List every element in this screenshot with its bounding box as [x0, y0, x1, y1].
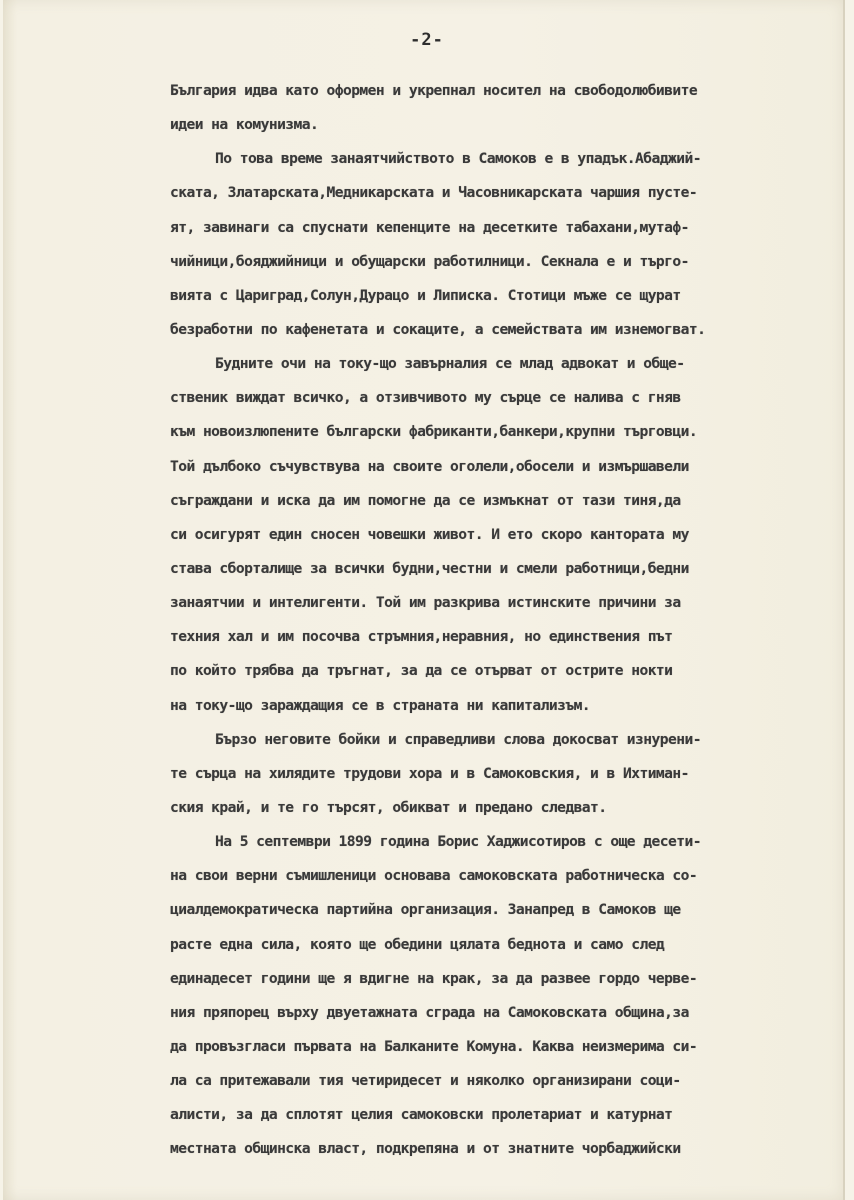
text-line: На 5 септември 1899 година Борис Хаджисотиров с още десети-: [215, 833, 701, 851]
text-line: ят, завинаги са спуснати кепенците на десетките табахани,мутаф-: [170, 218, 689, 236]
text-line: единадесет години ще я вдигне на крак, за да развее гордо черве-: [170, 969, 698, 987]
text-line: ла са притежавали тия четиридесет и няколко организирани соци-: [170, 1072, 681, 1090]
text-line: ния пряпорец върху двуетажната сграда на Самоковската община,за: [170, 1003, 689, 1021]
text-line: чийници,бояджийници и обущарски работилници. Секнала е и търго-: [170, 252, 689, 270]
text-line: ския край, и те го търсят, обикват и предано следват.: [170, 798, 607, 816]
text-line: По това време занаятчийството в Самоков е в упадък.Абаджий-: [215, 150, 701, 168]
text-line: ственик виждат всичко, а отзивчивото му сърце се налива с гняв: [170, 389, 681, 407]
text-line: алисти, за да сплотят целия самоковски пролетариат и катурнат: [170, 1106, 673, 1124]
text-line: техния хал и им посочва стръмния,неравния, но единствения път: [170, 628, 673, 646]
text-line: занаятчии и интелигенти. Той им разкрива истинските причини за: [170, 594, 681, 612]
text-line: съграждани и иска да им помогне да се измъкнат от тази тиня,да: [170, 491, 681, 509]
text-line: местната общинска власт, подкрепяна и от знатните чорбаджийски: [170, 1140, 681, 1158]
text-line: на току-що зараждащия се в страната ни капитализъм.: [170, 696, 591, 714]
text-line: Будните очи на току-що завърналия се млад адвокат и обще-: [215, 355, 685, 373]
text-line: расте една сила, която ще обедини цялата беднота и само след: [170, 935, 665, 953]
text-line: вията с Цариград,Солун,Дурацо и Липиска. Стотици мъже се щурат: [170, 286, 681, 304]
text-line: безработни по кафенетата и сокаците, а семействата им изнемогват.: [170, 320, 706, 338]
page-number: -2-: [410, 30, 444, 50]
text-line: ската, Златарската,Медникарската и Часовникарската чаршия пусте-: [170, 184, 698, 202]
text-line: Той дълбоко съчувствува на своите оголели,обосели и измършавели: [170, 457, 689, 475]
text-line: си осигурят един сносен човешки живот. И ето скоро кантората му: [170, 525, 689, 543]
text-line: те сърца на хилядите трудови хора и в Самоковския, и в Ихтиман-: [170, 764, 689, 782]
document-body: [170, 74, 846, 1167]
text-line: България идва като оформен и укрепнал носител на свободолюбивите: [170, 82, 698, 99]
text-line: циалдемократическа партийна организация. Занапред в Самоков ще: [170, 901, 681, 919]
text-line: по който трябва да тръгнат, за да се отърват от острите нокти: [170, 662, 673, 680]
text-line: да провъзгласи първата на Балканите Комуна. Каква неизмерима си-: [170, 1037, 698, 1055]
text-line: на свои верни съмишленици основава самоковската работническа со-: [170, 867, 698, 885]
text-line: към новоизлюпените български фабриканти,банкери,крупни търговци.: [170, 423, 698, 441]
text-line: идеи на комунизма.: [170, 116, 319, 134]
text-line: става сборталище за всички будни,честни и смели работници,бедни: [170, 559, 689, 577]
text-line: Бързо неговите бойки и справедливи слова докосват изнурени-: [215, 730, 701, 748]
